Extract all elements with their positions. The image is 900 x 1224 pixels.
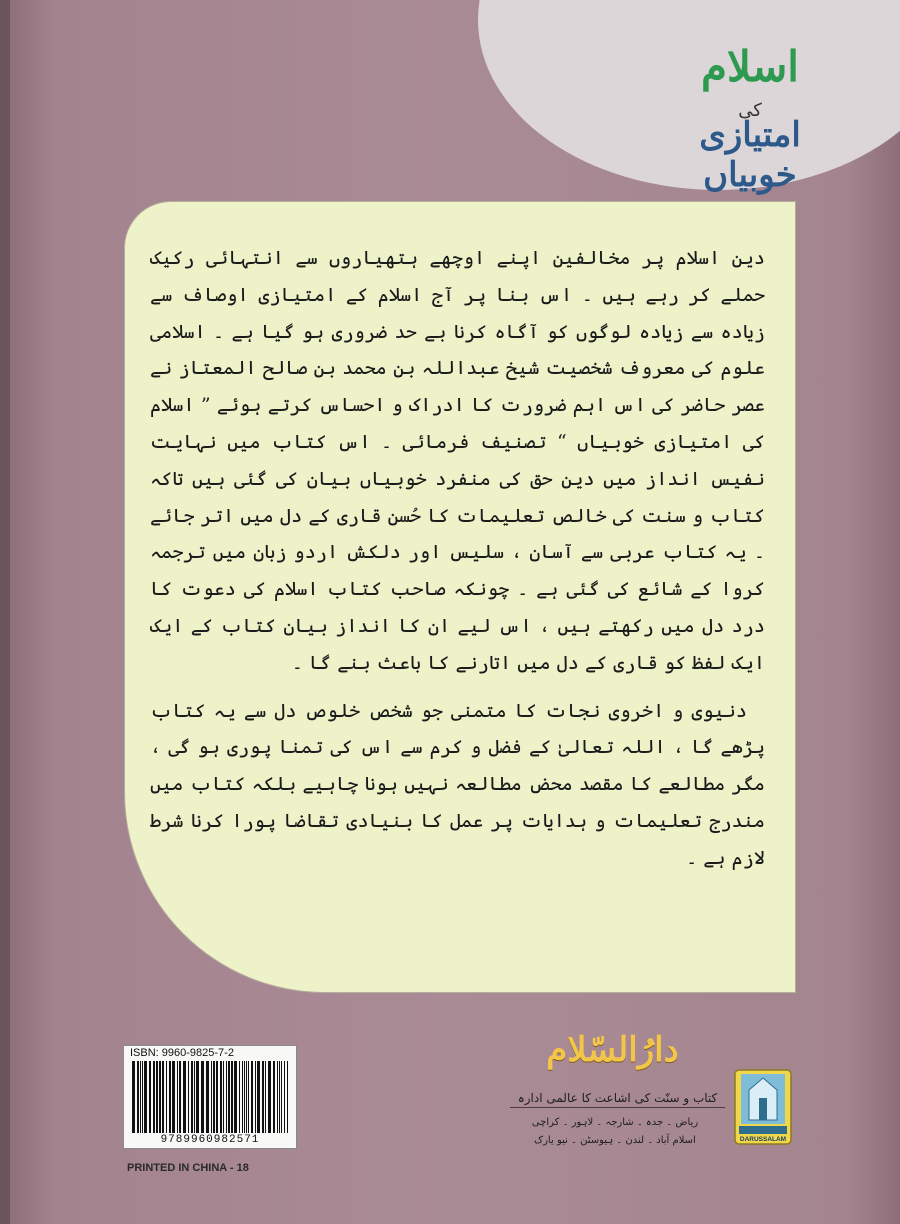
barcode-bar	[132, 1061, 135, 1133]
barcode-bar	[166, 1061, 167, 1133]
barcode-bar	[149, 1061, 151, 1133]
description-text	[150, 240, 765, 888]
barcode-bar	[228, 1061, 230, 1133]
title-main: اسلام	[701, 42, 799, 91]
publisher-cities-line-2: اسلام آباد ۔ لندن ۔ ہیوسٹن ۔ نیو یارک	[534, 1135, 696, 1146]
title-subtitle: امتیازی خوبیاں	[699, 115, 801, 195]
barcode-bar	[213, 1061, 215, 1133]
barcode-bar	[196, 1061, 199, 1133]
barcode-bar	[188, 1061, 189, 1133]
spine-edge	[0, 0, 10, 1224]
barcode-bar	[216, 1061, 218, 1133]
barcode-bar	[162, 1061, 164, 1133]
barcode-bar	[179, 1061, 181, 1133]
barcode-bar	[268, 1061, 271, 1133]
barcode-bar	[281, 1061, 282, 1133]
title-connector: کی	[738, 100, 762, 121]
barcode-bar	[242, 1061, 243, 1133]
barcode-bar	[153, 1061, 155, 1133]
barcode-bar	[234, 1061, 237, 1133]
barcode-bar	[177, 1061, 178, 1133]
barcode-bar	[223, 1061, 224, 1133]
publisher-logo-icon	[733, 1068, 793, 1146]
barcode-bar	[251, 1061, 253, 1133]
barcode-bar	[191, 1061, 193, 1133]
publisher-tagline: کتاب و سنّت کی اشاعت کا عالمی ادارہ	[510, 1091, 725, 1108]
barcode-number: 9789960982571	[160, 1134, 260, 1146]
barcode-bar	[273, 1061, 275, 1133]
barcode-bar	[159, 1061, 161, 1133]
barcode-bar	[244, 1061, 245, 1133]
barcode-bar	[172, 1061, 175, 1133]
barcode-bar	[262, 1061, 264, 1133]
printed-in-label: PRINTED IN CHINA - 18	[127, 1162, 249, 1174]
barcode-bar	[211, 1061, 212, 1133]
barcode-bar	[257, 1061, 260, 1133]
barcode-bar	[279, 1061, 280, 1133]
barcode-bar	[140, 1061, 141, 1133]
publisher-cities	[505, 1114, 725, 1150]
barcode-bar	[284, 1061, 285, 1133]
description-paragraph-2: دنیوی و اخروی نجات کا متمنی جو شخص خلوص دل سے یہ کتاب پڑھے گا ، اللہ تعالیٰ کے فضل و کرم سے اس کی تمنا پوری ہو گی ، مگر مطالعے کا مقصد محض مطالعہ نہیں ہونا چاہیے بلکہ کتاب میں مندرج تعلیمات و ہدایات پر عمل کا بنیادی تقاضا پورا کرنا شرط لازم ہے ۔	[150, 699, 765, 869]
barcode-bar	[287, 1061, 288, 1133]
barcode-bar	[231, 1061, 233, 1133]
publisher-cities-line-1: ریاض ۔ جدہ ۔ شارجہ ۔ لاہور ۔ کراچی	[531, 1117, 699, 1128]
barcode-bar	[265, 1061, 266, 1133]
barcode-bar	[246, 1061, 247, 1133]
barcode-bar	[220, 1061, 222, 1133]
barcode-bar	[239, 1061, 240, 1133]
barcode-image	[130, 1061, 290, 1133]
barcode-bar	[156, 1061, 158, 1133]
publisher-name: دارُالسّلام	[546, 1030, 679, 1070]
barcode-bar	[226, 1061, 227, 1133]
barcode-bar	[169, 1061, 171, 1133]
barcode-bar	[277, 1061, 278, 1133]
isbn-label: ISBN: 9960-9825-7-2	[130, 1047, 234, 1059]
barcode-bar	[137, 1061, 139, 1133]
barcode-bar	[201, 1061, 204, 1133]
barcode-bar	[183, 1061, 186, 1133]
barcode-bar	[144, 1061, 147, 1133]
description-paragraph-1: دین اسلام پر مخالفین اپنے اوچھے ہتھیاروں سے انتہائی رکیک حملے کر رہے ہیں ۔ اس بنا پر آج اسلام کے امتیازی اوصاف سے زیادہ سے زیادہ لوگوں کو آگاہ کرنا بے حد ضروری ہو گیا ہے ۔ اسلامی علوم کی معروف شخصیت شیخ عبداللہ بن محمد بن صالح المعتاز نے عصر حاضر کی اس اہم ضرورت کا ادراک و احساس کرتے ہوئے ” اسلام کی امتیازی خوبیاں “ تصنیف فرمائی ۔ اس کتاب میں نہایت نفیس انداز میں دین حق کی منفرد خوبیاں بیان کی گئی ہیں تاکہ کتاب و سنت کی خالص تعلیمات کا حُسن قاری کے دل میں اتر جائے ۔ یہ کتاب عربی سے آسان ، سلیس اور دلکش اردو زبان میں ترجمہ کروا کے شائع کی گئی ہے ۔ چونکہ صاحب کتاب اسلام کی دعوت کا درد دل میں رکھتے ہیں ، اس لیے ان کا انداز بیان کتاب کے ایک ایک لفظ کو قاری کے دل میں اتارنے کا باعث بنے گا ۔	[150, 247, 765, 674]
isbn-barcode-block	[123, 1045, 297, 1149]
barcode-bar	[248, 1061, 249, 1133]
barcode-bar	[255, 1061, 256, 1133]
barcode-bar	[206, 1061, 209, 1133]
publisher-logo-text: DARUSSALAM	[739, 1136, 787, 1143]
barcode-bar	[194, 1061, 195, 1133]
barcode-bar	[142, 1061, 143, 1133]
